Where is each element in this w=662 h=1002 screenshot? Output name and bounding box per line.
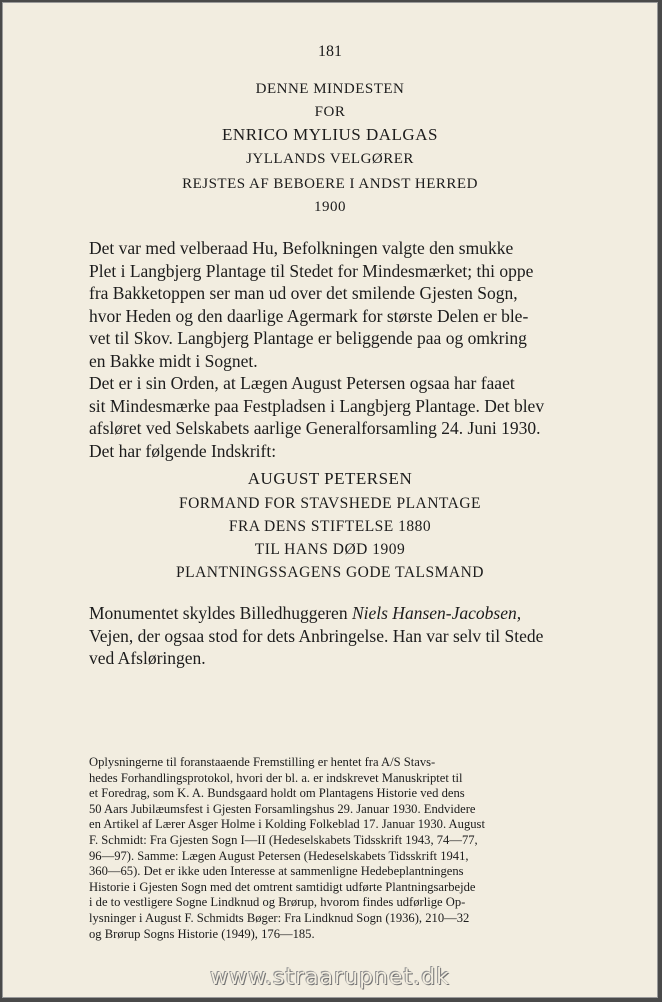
text-line: sit Mindesmærke paa Festpladsen i Langbjerg Plantage. Det blev (89, 395, 545, 416)
footnote-line: 50 Aars Jubilæumsfest i Gjesten Forsamlingshus 29. Januar 1930. Endvidere (89, 801, 476, 816)
text-line: Det har følgende Indskrift: (89, 440, 277, 461)
footnote-line: 360—65). Det er ikke uden Interesse at sammenligne Hedebeplantningens (89, 864, 464, 879)
footnote-line: hedes Forhandlingsprotokol, hvori der bl. a. er indskrevet Manuskriptet til (89, 770, 463, 785)
text-line: Vejen, der ogsaa stod for dets Anbringelse. Han var selv til Stede (89, 625, 544, 646)
footnote-line: Historie i Gjesten Sogn med det omtrent samtidigt udførte Plantningsarbejde (89, 879, 476, 894)
text-line (89, 602, 591, 625)
book-page (2, 2, 658, 998)
footnote-line: et Foredrag, som K. A. Bundsgaard holdt om Plantagens Historie ved dens (89, 786, 465, 801)
inscription-line: FOR (314, 104, 346, 120)
footnote-line: og Brørup Sogns Historie (1949), 176—185. (89, 926, 315, 941)
inscription-line: AUGUST PETERSEN (247, 469, 413, 488)
footnote (89, 755, 591, 942)
text-line: afsløret ved Selskabets aarlige Generalforsamling 24. Juni 1930. (89, 418, 541, 438)
inscription-line: REJSTES AF BEBOERE I ANDST HERRED (182, 176, 478, 192)
text-line: ved Afsløringen. (89, 648, 206, 668)
inscription-line: TIL HANS DØD 1909 (254, 541, 406, 558)
footnote-line: lysninger i August F. Schmidts Bøger: Fra Lindknud Sogn (1936), 210—32 (89, 910, 470, 925)
inscription-line: PLANTNINGSSAGENS GODE TALSMAND (176, 564, 484, 581)
inscription-line: JYLLANDS VELGØRER (246, 151, 414, 167)
text-line: hvor Heden og den daarlige Agermark for største Delen er ble- (89, 305, 529, 326)
footnote-line: Oplysningerne til foranstaaende Fremstilling er hentet fra A/S Stavs- (89, 755, 436, 769)
text-line: Plet i Langbjerg Plantage til Stedet for Mindesmærket; thi oppe (89, 260, 534, 281)
watermark: www.straarupnet.dk (210, 965, 450, 990)
inscription-line: 1900 (314, 199, 346, 215)
inscription-line: FRA DENS STIFTELSE 1880 (228, 518, 432, 535)
text-line: en Bakke midt i Sognet. (89, 350, 258, 371)
paragraph (89, 237, 591, 462)
paragraph (89, 602, 591, 670)
footnote-line: F. Schmidt: Fra Gjesten Sogn I—II (Hedeselskabets Tidsskrift 1943, 74—77, (89, 832, 478, 847)
text-span: Monumentet skyldes Billedhuggeren (89, 603, 352, 623)
page-number: 181 (318, 43, 342, 60)
footnote-line: i de to vestligere Sogne Lindknud og Brørup, hvorom findes udførlige Op- (89, 895, 466, 910)
text-line: vet til Skov. Langbjerg Plantage er beliggende paa og omkring (89, 328, 527, 348)
artist-name: Niels Hansen-Jacobsen, (351, 603, 522, 623)
inscription-line: DENNE MINDESTEN (255, 81, 405, 97)
text-line: fra Bakketoppen ser man ud over det smilende Gjesten Sogn, (89, 283, 518, 303)
footnote-line: en Artikel af Lærer Asger Holme i Kolding Folkeblad 17. Januar 1930. August (89, 817, 485, 832)
inscription-line: FORMAND FOR STAVSHEDE PLANTAGE (178, 495, 482, 512)
text-line: Det var med velberaad Hu, Befolkningen valgte den smukke (89, 238, 514, 258)
text-line: Det er i sin Orden, at Lægen August Petersen ogsaa har faaet (89, 373, 515, 393)
inscription-line: ENRICO MYLIUS DALGAS (222, 125, 438, 144)
footnote-line: 96—97). Samme: Lægen August Petersen (Hedeselskabets Tidsskrift 1941, (89, 848, 469, 863)
